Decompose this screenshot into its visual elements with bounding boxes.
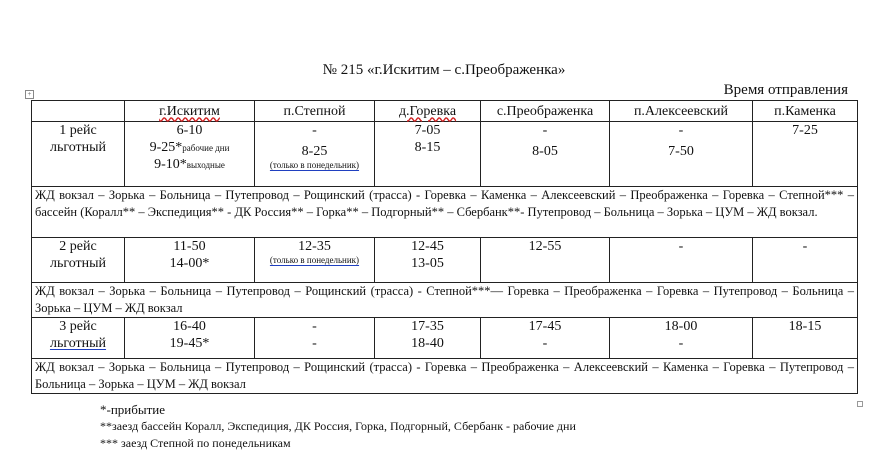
trip-3-name: 3 рейс льготный xyxy=(32,318,125,359)
trip-1-kamenka: 7-25 xyxy=(753,122,858,187)
trip-1-name: 1 рейс льготный xyxy=(32,122,125,187)
trip-2-iskitim: 11-50 14-00* xyxy=(125,238,255,283)
trip-2-route: ЖД вокзал – Зорька – Больница – Путепровод – Рощинский (трасса) - Степной***— Горевка – Преображенка – Горевка – Путепровод – Больница – Зорька – ЦУМ – ЖД вокзал xyxy=(32,283,858,318)
trip-3-stepnoy: - - xyxy=(255,318,375,359)
footnote-stepnoy: *** заезд Степной по понедельникам xyxy=(100,436,291,450)
trip-1-route-row xyxy=(32,187,858,238)
footnotes xyxy=(100,401,576,452)
trip-2-kamenka: - xyxy=(753,238,858,283)
trip-1-route: ЖД вокзал – Зорька – Больница – Путепровод – Рощинский (трасса) - Горевка – Каменка – Алексеевский – Преображенка – Горевка – Степной*** – бассейн (Коралл** – Экспедиция** - ДК Россия** – Горка** – Подгорный** – Сбербанк**- Путепровод – Больница – Зорька – ЦУМ – ЖД вокзал. xyxy=(32,187,858,238)
trip-1-gorevka: 7-05 8-15 xyxy=(375,122,481,187)
header-kamenka: п.Каменка xyxy=(753,101,858,122)
trip-3-kamenka: 18-15 xyxy=(753,318,858,359)
header-iskitim: г.Искитим xyxy=(125,101,255,122)
header-stepnoy: п.Степной xyxy=(255,101,375,122)
schedule-table xyxy=(31,100,858,394)
footnote-stops: **заезд бассейн Коралл, Экспедиция, ДК Россия, Горка, Подгорный, Сбербанк - рабочие дни xyxy=(100,419,576,433)
trip-3-times-row xyxy=(32,318,858,359)
trip-3-route: ЖД вокзал – Зорька – Больница – Путепровод – Рощинский (трасса) - Горевка – Преображенка – Алексеевский – Каменка – Горевка – Путепровод – Больница – Зорька – ЦУМ – ЖД вокзал xyxy=(32,359,858,394)
trip-3-route-row xyxy=(32,359,858,394)
footnote-arrival: *-прибытие xyxy=(100,402,165,417)
trip-3-iskitim: 16-40 19-45* xyxy=(125,318,255,359)
trip-2-alekseevsky: - xyxy=(610,238,753,283)
table-resize-handle[interactable] xyxy=(857,401,863,407)
trip-3-alekseevsky: 18-00 - xyxy=(610,318,753,359)
trip-1-stepnoy: - 8-25 (только в понедельник) xyxy=(255,122,375,187)
document-title: № 215 «г.Искитим – с.Преображенка» xyxy=(322,62,566,78)
trip-2-route-row xyxy=(32,283,858,318)
trip-1-iskitim: 6-10 9-25*рабочие дни 9-10*выходные xyxy=(125,122,255,187)
table-anchor-icon[interactable]: + xyxy=(25,90,34,99)
header-empty xyxy=(32,101,125,122)
trip-3-preobrazhenka: 17-45 - xyxy=(481,318,610,359)
trip-1-times-row xyxy=(32,122,858,187)
header-preobrazhenka: с.Преображенка xyxy=(481,101,610,122)
trip-3-gorevka: 17-35 18-40 xyxy=(375,318,481,359)
header-alekseevsky: п.Алексеевский xyxy=(610,101,753,122)
departure-time-label: Время отправления xyxy=(723,82,848,98)
trip-1-alekseevsky: - 7-50 xyxy=(610,122,753,187)
trip-2-times-row xyxy=(32,238,858,283)
trip-2-stepnoy: 12-35 (только в понедельник) xyxy=(255,238,375,283)
trip-2-gorevka: 12-45 13-05 xyxy=(375,238,481,283)
table-header-row xyxy=(32,101,858,122)
trip-1-preobrazhenka: - 8-05 xyxy=(481,122,610,187)
trip-2-name: 2 рейс льготный xyxy=(32,238,125,283)
trip-2-preobrazhenka: 12-55 xyxy=(481,238,610,283)
header-gorevka: д.Горевка xyxy=(375,101,481,122)
